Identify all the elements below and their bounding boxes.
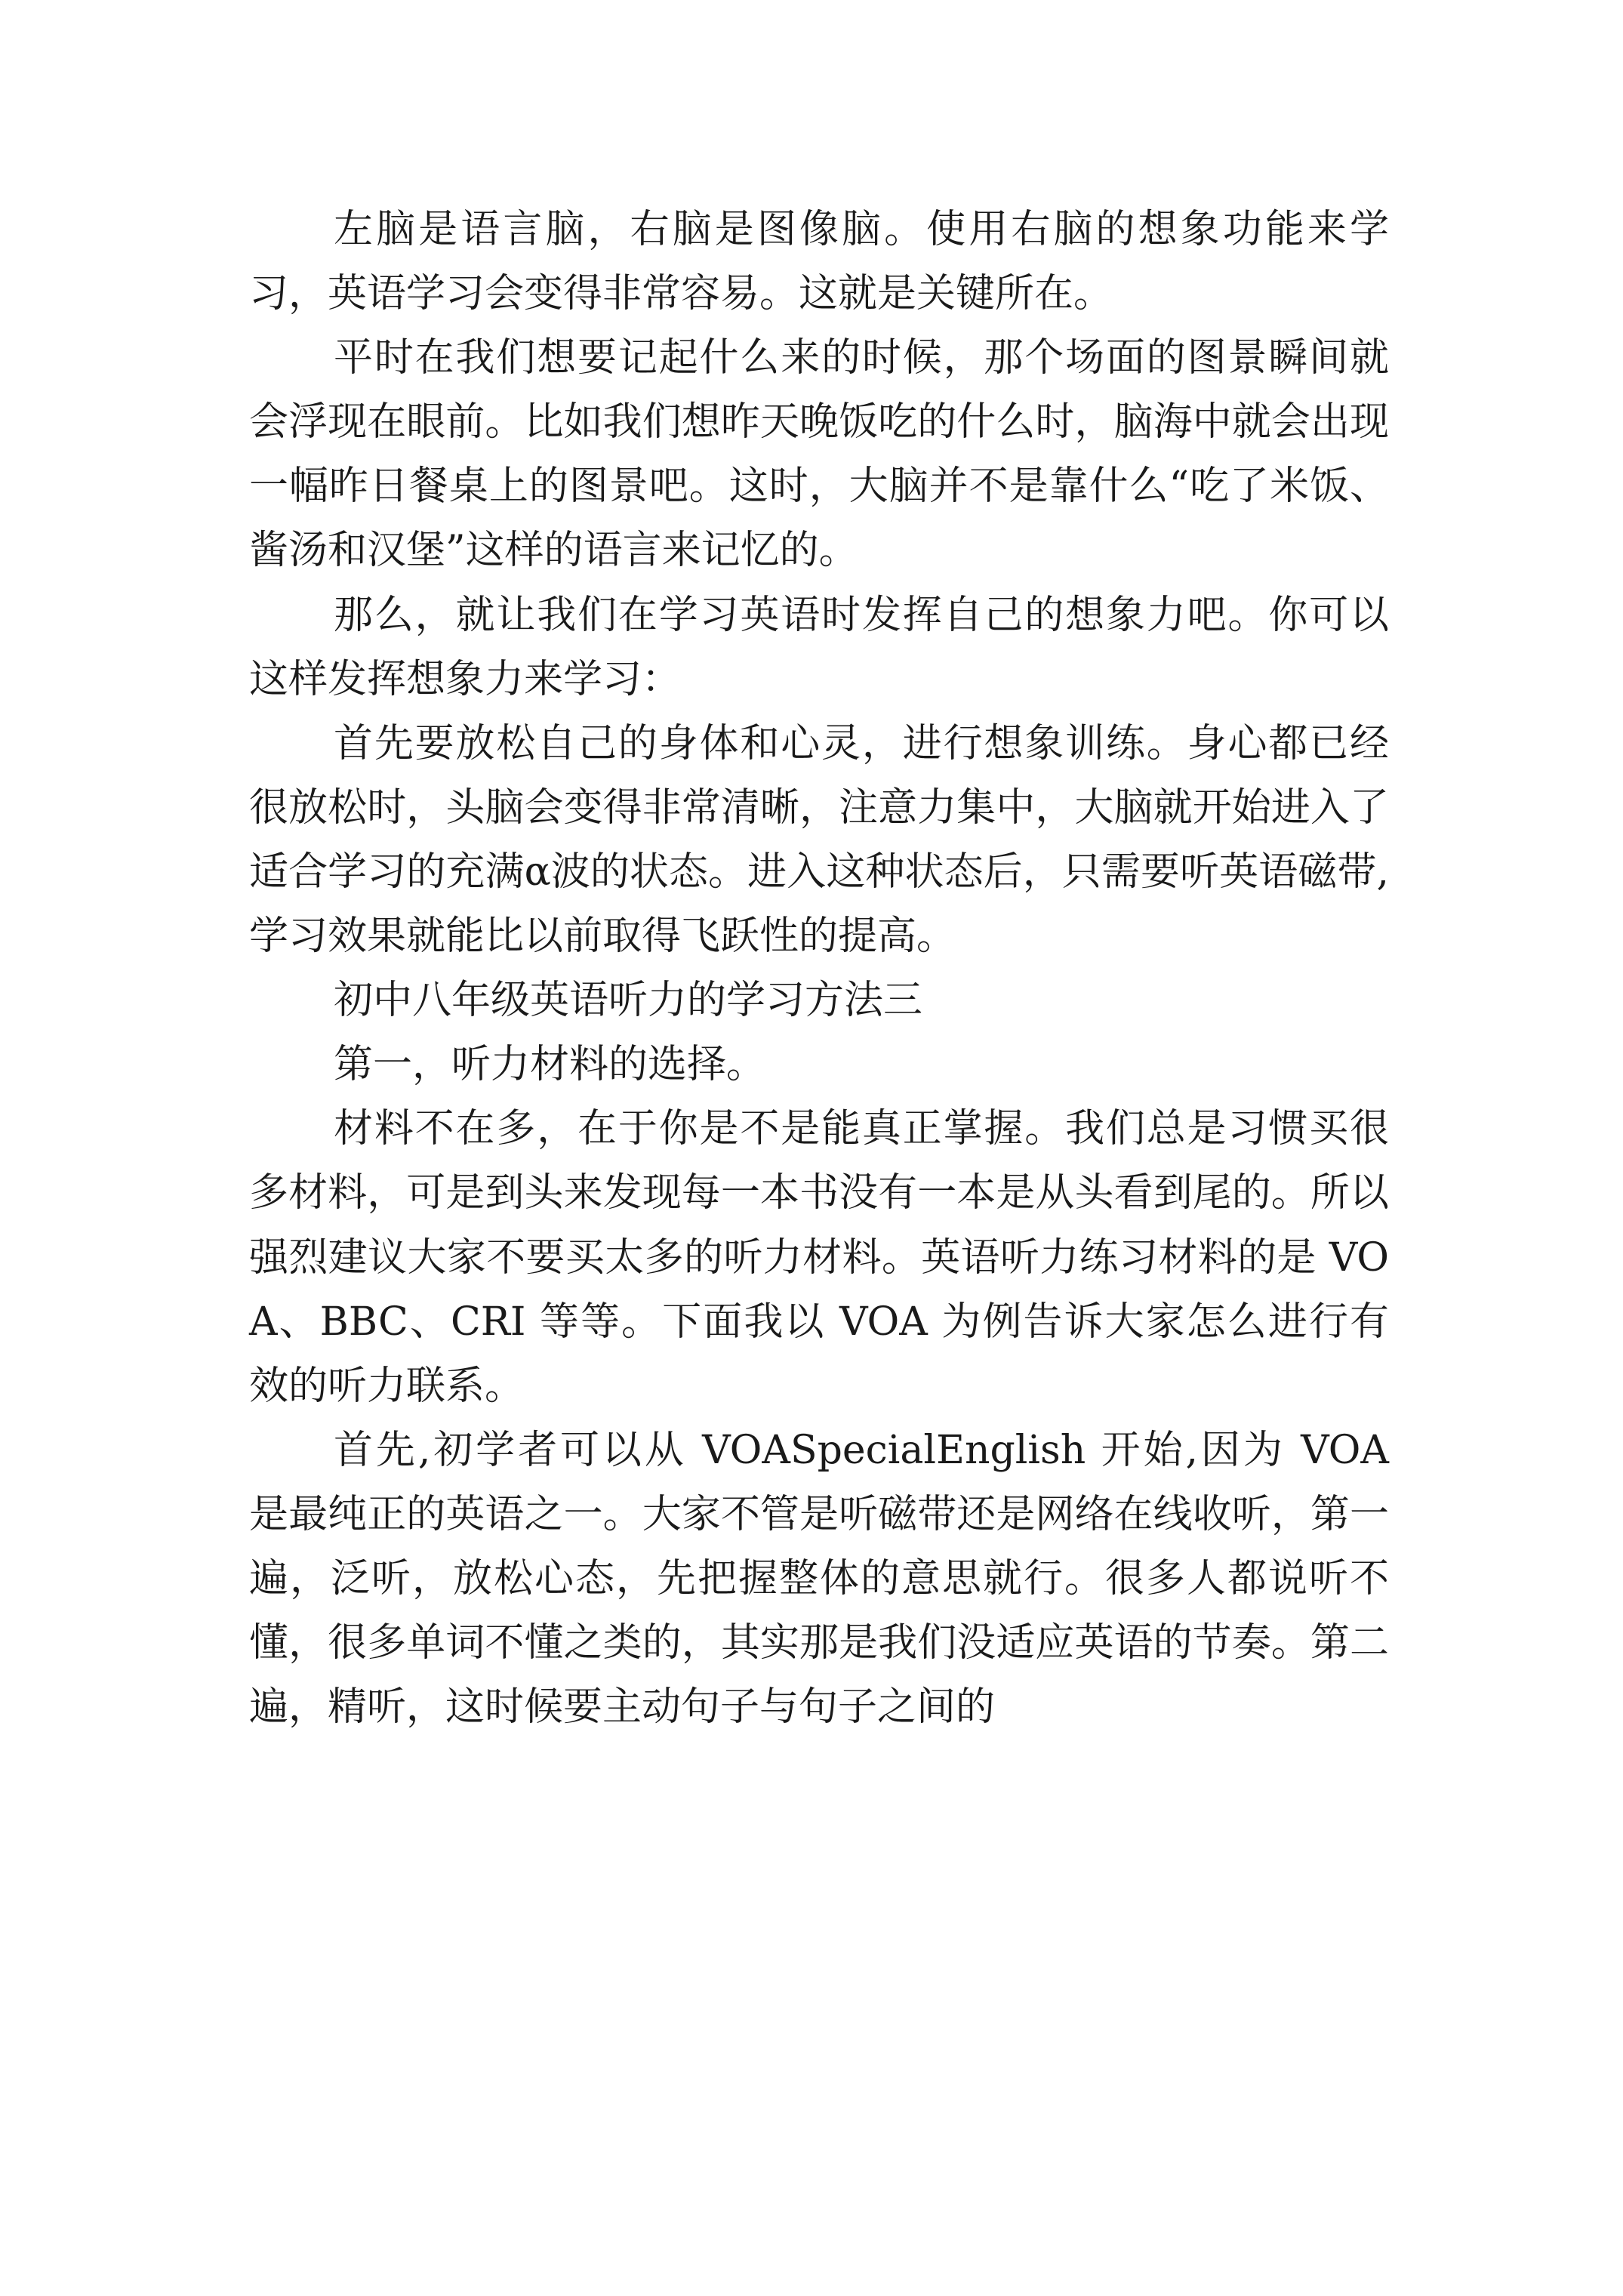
paragraph-materials: 材料不在多，在于你是不是能真正掌握。我们总是习惯买很多材料，可是到头来发现每一本书没有一本是从头看到尾的。所以强烈建议大家不要买太多的听力材料。英语听力练习材料的是 VOA、BBC、CRI 等等。下面我以 VOA 为例告诉大家怎么进行有效的听力联系。 [249,1106,1389,1409]
paragraph-use-imagination: 那么，就让我们在学习英语时发挥自己的想象力吧。你可以这样发挥想象力来学习： [249,592,1389,702]
paragraph-voa-special-english: 首先,初学者可以从 VOASpecialEnglish 开始,因为 VOA 是最纯正的英语之一。大家不管是听磁带还是网络在线收听，第一遍，泛听，放松心态，先把握整体的意思就行。很多人都说听不懂，很多单词不懂之类的，其实那是我们没适应英语的节奏。第二遍，精听，这时候要主动句子与句子之间的 [249,1427,1389,1730]
paragraph-relaxation: 首先要放松自己的身体和心灵，进行想象训练。身心都已经很放松时，头脑会变得非常清晰，注意力集中，大脑就开始进入了适合学习的充满α波的状态。进入这种状态后，只需要听英语磁带,学习效果就能比以前取得飞跃性的提高。 [249,720,1389,960]
paragraph-step-one: 第一，听力材料的选择。 [334,1042,766,1088]
section-heading: 初中八年级英语听力的学习方法三 [334,978,923,1024]
paragraph-brain-hemispheres: 左脑是语言脑，右脑是图像脑。使用右脑的想象功能来学习，英语学习会变得非常容易。这就是关键所在。 [249,207,1389,317]
body-text [249,198,1389,1740]
paragraph-memory-images: 平时在我们想要记起什么来的时候，那个场面的图景瞬间就会浮现在眼前。比如我们想昨天晚饭吃的什么时，脑海中就会出现一幅昨日餐桌上的图景吧。这时，大脑并不是靠什么“吃了米饭、酱汤和汉堡”这样的语言来记忆的。 [249,335,1389,574]
